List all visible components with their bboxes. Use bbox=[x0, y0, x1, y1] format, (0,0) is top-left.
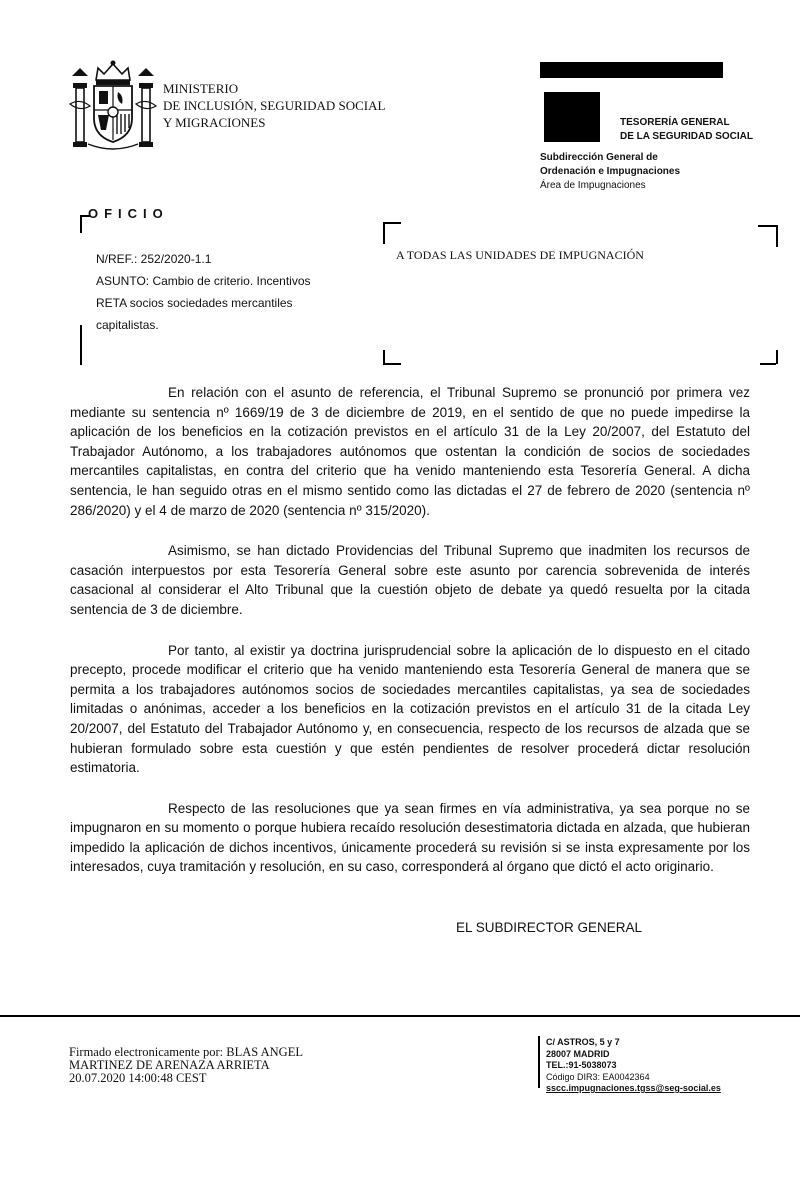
window-corner-tr bbox=[758, 225, 776, 227]
ministry-line: DE INCLUSIÓN, SEGURIDAD SOCIAL bbox=[163, 98, 386, 113]
body-paragraph: Por tanto, al existir ya doctrina jurisprudencial sobre la aplicación de lo dispuesto en el citado precepto, procede modificar el criterio que ha venido manteniendo esta Tesorería General de manera que se permita a los trabajadores autónomos socios de sociedades mercantiles capitalistas, ya sea de sociedades limitadas o anónimas, acceder a los beneficios en la cotización previstos en el artículo 31 de la citada Ley 20/2007, del Estatuto del Trabajador Autónomo y, en consecuencia, respecto de los recursos de alzada que se hubieran formulado sobre esta cuestión y que estén pendientes de resolver procederá dictar resolución estimatoria. bbox=[70, 642, 750, 776]
subdireccion-block bbox=[540, 151, 680, 193]
redaction-block bbox=[544, 92, 600, 142]
redaction-bar bbox=[540, 62, 723, 78]
ministry-line: Y MIGRACIONES bbox=[163, 115, 266, 130]
window-corner-br bbox=[760, 363, 776, 365]
electronic-signature bbox=[69, 1046, 303, 1085]
tgss-line: TESORERÍA GENERAL bbox=[620, 117, 730, 128]
signature-line: MARTINEZ DE ARENAZA ARRIETA bbox=[69, 1058, 270, 1072]
window-corner-bl bbox=[383, 350, 385, 364]
footer-divider bbox=[0, 1015, 800, 1017]
address-block bbox=[546, 1037, 721, 1095]
oficio-corner bbox=[80, 215, 82, 233]
address-dir3: Código DIR3: EA0042364 bbox=[546, 1071, 650, 1082]
window-corner-tr bbox=[776, 225, 778, 247]
address-street: C/ ASTROS, 5 y 7 bbox=[546, 1037, 620, 1047]
address-email[interactable]: sscc.impugnaciones.tgss@seg-social.es bbox=[546, 1083, 721, 1093]
area-line: Área de Impugnaciones bbox=[540, 180, 646, 191]
body-paragraph: En relación con el asunto de referencia, el Tribunal Supremo se pronunció por primera vez mediante su sentencia nº 1669/19 de 3 de diciembre de 2019, en el sentido de que no puede impedirse la aplicación de los beneficios en la cotización previstos en el artículo 31 de la Ley 20/2007, del Estatuto del Trabajador Autónomo, a los trabajadores autónomos que ostentan la condición de socios de sociedades mercantiles capitalistas, en contra del criterio que ha venido manteniendo esta Tesorería General. A dicha sentencia, le han seguido otras en el mismo sentido como las dictadas el 27 de febrero de 2020 (sentencia nº 286/2020) y el 4 de marzo de 2020 (sentencia nº 315/2020). bbox=[70, 385, 750, 518]
window-corner-tl bbox=[383, 222, 401, 224]
signature-line: Firmado electronicamente por: BLAS ANGEL bbox=[69, 1045, 303, 1059]
body-paragraph: Respecto de las resoluciones que ya sean firmes en vía administrativa, ya sea porque no se impugnaron en su momento o porque hubiera recaído resolución desestimatoria dictada en alzada, que hubieran impedido la aplicación de dichos incentivos, únicamente procederá su revisión si se insta expresamente por los interesados, cuya tramitación y resolución, en su caso, corresponderá al órgano que dictó el acto originario. bbox=[70, 800, 750, 875]
oficio-title: OFICIO bbox=[88, 206, 169, 221]
signer-title: EL SUBDIRECTOR GENERAL bbox=[456, 920, 643, 935]
window-corner-br bbox=[776, 350, 778, 364]
signature-line: 20.07.2020 14:00:48 CEST bbox=[69, 1071, 207, 1085]
asunto-line: ASUNTO: Cambio de criterio. Incentivos bbox=[96, 274, 311, 288]
nref-line: N/REF.: 252/2020-1.1 bbox=[96, 252, 212, 266]
subdireccion-line: Subdirección General de bbox=[540, 152, 658, 163]
window-corner-tl bbox=[383, 222, 385, 244]
ministry-name bbox=[163, 80, 385, 131]
asunto-line: RETA socios sociedades mercantiles bbox=[96, 296, 293, 310]
ministry-line: MINISTERIO bbox=[163, 81, 239, 96]
coat-of-arms-icon bbox=[66, 58, 160, 154]
subdireccion-line: Ordenación e Impugnaciones bbox=[540, 166, 681, 177]
tgss-name bbox=[620, 116, 753, 144]
window-corner-bl bbox=[383, 363, 401, 365]
ref-box-edge bbox=[80, 325, 82, 365]
tgss-line: DE LA SEGURIDAD SOCIAL bbox=[620, 131, 753, 142]
reference-block bbox=[96, 248, 311, 336]
address-city: 28007 MADRID bbox=[546, 1048, 610, 1059]
address-tel: TEL.:91-5038073 bbox=[546, 1060, 617, 1070]
address-divider bbox=[538, 1036, 540, 1088]
body-paragraph: Asimismo, se han dictado Providencias del Tribunal Supremo que inadmiten los recursos de casación interpuestos por esta Tesorería General sobre este asunto por carencia sobrevenida de interés casacional al considerar el Alto Tribunal que la cuestión objeto de debate ya quedó resuelta por la citada sentencia de 3 de diciembre. bbox=[70, 543, 750, 617]
asunto-line: capitalistas. bbox=[96, 318, 159, 332]
addressee: A TODAS LAS UNIDADES DE IMPUGNACIÓN bbox=[396, 248, 644, 262]
letter-body bbox=[70, 383, 750, 898]
